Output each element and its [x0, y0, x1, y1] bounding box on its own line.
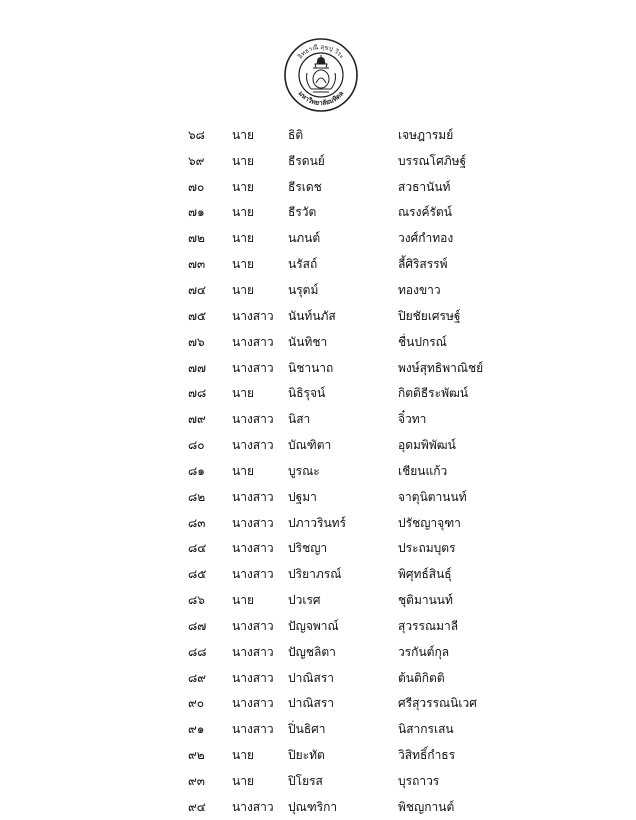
item-first-name: ปาณิสรา [288, 670, 334, 685]
item-number: ๙๔ [188, 799, 206, 814]
item-first-name: ธิติ [288, 127, 304, 142]
item-title: นางสาว [232, 541, 274, 556]
item-number: ๗๐ [188, 179, 205, 194]
item-first-name: ธีรดนย์ [288, 153, 325, 168]
item-first-name: ธีรเดช [288, 179, 322, 194]
item-first-name: ธีรวัต [288, 205, 317, 220]
item-number: ๘๐ [188, 438, 205, 453]
seal-emblem [283, 37, 359, 113]
item-first-name: ปุณฑริกา [288, 799, 338, 814]
item-last-name: วิสิทธิ์กำธร [398, 748, 456, 763]
item-number: ๖๘ [188, 127, 205, 142]
item-first-name: นิชานาถ [288, 360, 334, 375]
item-title: นาย [232, 774, 254, 789]
item-first-name: ปิโยรส [288, 774, 323, 789]
list-item [188, 303, 488, 329]
item-title: นางสาว [232, 515, 274, 530]
list-item [188, 742, 488, 768]
item-title: นาย [232, 282, 254, 297]
item-last-name: วรกันต์กุล [398, 644, 450, 659]
item-title: นาย [232, 231, 254, 246]
item-first-name: ปริยาภรณ์ [288, 567, 342, 582]
item-number: ๙๓ [188, 774, 205, 789]
item-title: นาย [232, 179, 254, 194]
item-last-name: เชียนแก้ว [398, 463, 448, 478]
seal-bottom-text: มหาวิทยาลัยมหิดล [296, 89, 346, 108]
item-number: ๘๙ [188, 670, 207, 685]
item-last-name: ณรงค์รัตน์ [398, 205, 452, 220]
item-number: ๗๙ [188, 412, 206, 427]
item-number: ๘๔ [188, 541, 207, 556]
list-item [188, 536, 488, 562]
item-title: นาย [232, 205, 254, 220]
item-first-name: นรัสถ์ [288, 257, 318, 272]
item-number: ๘๓ [188, 515, 206, 530]
item-first-name: ปวเรศ [288, 593, 321, 608]
item-title: นางสาว [232, 567, 274, 582]
item-title: นาย [232, 463, 254, 478]
item-last-name: สวธานันท์ [398, 179, 451, 194]
item-number: ๗๔ [188, 282, 207, 297]
item-number: ๗๖ [188, 334, 205, 349]
list-item [188, 174, 488, 200]
item-last-name: ทองขาว [398, 282, 441, 297]
list-item [188, 148, 488, 174]
item-title: นางสาว [232, 489, 274, 504]
item-last-name: พิศุทธ์สินธุ์ [398, 567, 452, 582]
item-title: นาย [232, 748, 254, 763]
item-last-name: ปรัชญาจุฑา [398, 515, 461, 530]
item-first-name: นภนต์ [288, 231, 321, 246]
item-last-name: บรรณโศภิษฐ์ [398, 153, 467, 168]
list-item [188, 200, 488, 226]
list-item [188, 122, 488, 148]
list-item [188, 691, 488, 717]
item-number: ๘๒ [188, 489, 206, 504]
item-first-name: ปัญจพาณ์ [288, 618, 339, 633]
item-number: ๘๕ [188, 567, 207, 582]
item-title: นางสาว [232, 360, 274, 375]
item-first-name: ปิ่นธิศา [288, 722, 326, 737]
item-last-name: ลี้ศิริสรรพ์ [398, 257, 448, 272]
item-first-name: ปาณิสรา [288, 696, 334, 711]
item-last-name: ชุติมานนท์ [398, 593, 453, 608]
list-item [188, 406, 488, 432]
item-last-name: ปิยชัยเศรษฐ์ [398, 308, 461, 323]
list-item [188, 768, 488, 794]
item-title: นางสาว [232, 670, 274, 685]
item-number: ๙๑ [188, 722, 205, 737]
list-item [188, 639, 488, 665]
item-last-name: กิตติธีระพัฒน์ [398, 386, 469, 401]
item-number: ๙๒ [188, 748, 205, 763]
item-title: นางสาว [232, 722, 274, 737]
item-title: นางสาว [232, 618, 274, 633]
item-number: ๘๑ [188, 463, 205, 478]
list-item [188, 355, 488, 381]
item-last-name: วงศ์กำทอง [398, 231, 454, 246]
item-last-name: พงษ์สุทธิพาณิชย์ [398, 360, 484, 375]
list-item [188, 510, 488, 536]
item-first-name: บัณฑิตา [288, 438, 332, 453]
item-last-name: อุดมพิพัฒน์ [398, 438, 456, 453]
crown-icon [307, 55, 336, 92]
item-first-name: ปัญชลิตา [288, 644, 336, 659]
item-number: ๘๖ [188, 593, 205, 608]
item-first-name: ปภาวรินทร์ [288, 515, 347, 530]
list-item [188, 716, 488, 742]
item-number: ๖๙ [188, 153, 205, 168]
university-seal [283, 37, 359, 113]
item-number: ๙๐ [188, 696, 205, 711]
list-item [188, 587, 488, 613]
item-number: ๗๘ [188, 386, 207, 401]
item-first-name: นิธิรุจน์ [288, 386, 326, 401]
list-item [188, 225, 488, 251]
item-number: ๗๗ [188, 360, 207, 375]
name-list [188, 122, 488, 820]
item-last-name: จิ๋วทา [398, 412, 427, 427]
list-item [188, 251, 488, 277]
list-item [188, 432, 488, 458]
item-number: ๗๕ [188, 308, 207, 323]
item-title: นางสาว [232, 644, 274, 659]
item-title: นาย [232, 257, 254, 272]
item-number: ๗๓ [188, 257, 206, 272]
list-item [188, 484, 488, 510]
item-last-name: บุรถาวร [398, 774, 440, 789]
item-title: นาย [232, 127, 254, 142]
item-last-name: จาตุนิตานนท์ [398, 489, 467, 504]
item-title: นาย [232, 386, 254, 401]
item-last-name: ชื่นปกรณ์ [398, 334, 447, 349]
item-first-name: ปริชญา [288, 541, 328, 556]
item-title: นางสาว [232, 438, 274, 453]
item-first-name: บูรณะ [288, 463, 320, 478]
item-first-name: ปิยะทัต [288, 748, 325, 763]
seal-top-text: อิทธาณี สุขปุ วีระ [296, 43, 346, 61]
list-item [188, 561, 488, 587]
item-first-name: นันท์นภัส [288, 308, 336, 323]
item-last-name: พิชญกานต์ [398, 799, 455, 814]
item-first-name: นรุตม์ [288, 282, 319, 297]
item-title: นางสาว [232, 696, 274, 711]
item-number: ๗๑ [188, 205, 205, 220]
item-last-name: สุวรรณมาลี [398, 618, 459, 633]
item-title: นางสาว [232, 799, 274, 814]
list-item [188, 329, 488, 355]
list-item [188, 380, 488, 406]
item-title: นาย [232, 153, 254, 168]
item-last-name: นิสากรเสน [398, 722, 454, 737]
item-number: ๘๘ [188, 644, 207, 659]
item-title: นางสาว [232, 334, 274, 349]
list-item [188, 613, 488, 639]
item-last-name: ประถมบุตร [398, 541, 456, 556]
list-item [188, 665, 488, 691]
item-first-name: นิสา [288, 412, 311, 427]
list-item [188, 458, 488, 484]
item-title: นางสาว [232, 412, 274, 427]
item-last-name: ศรีสุวรรณนิเวศ [398, 696, 477, 711]
item-last-name: เจษฎารมย์ [398, 127, 454, 142]
item-title: นางสาว [232, 308, 274, 323]
list-item [188, 277, 488, 303]
item-number: ๗๒ [188, 231, 205, 246]
item-last-name: ต้นติกิตติ [398, 670, 445, 685]
item-title: นาย [232, 593, 254, 608]
item-first-name: ปฐมา [288, 489, 317, 504]
item-number: ๘๗ [188, 618, 207, 633]
item-first-name: นันทิชา [288, 334, 328, 349]
